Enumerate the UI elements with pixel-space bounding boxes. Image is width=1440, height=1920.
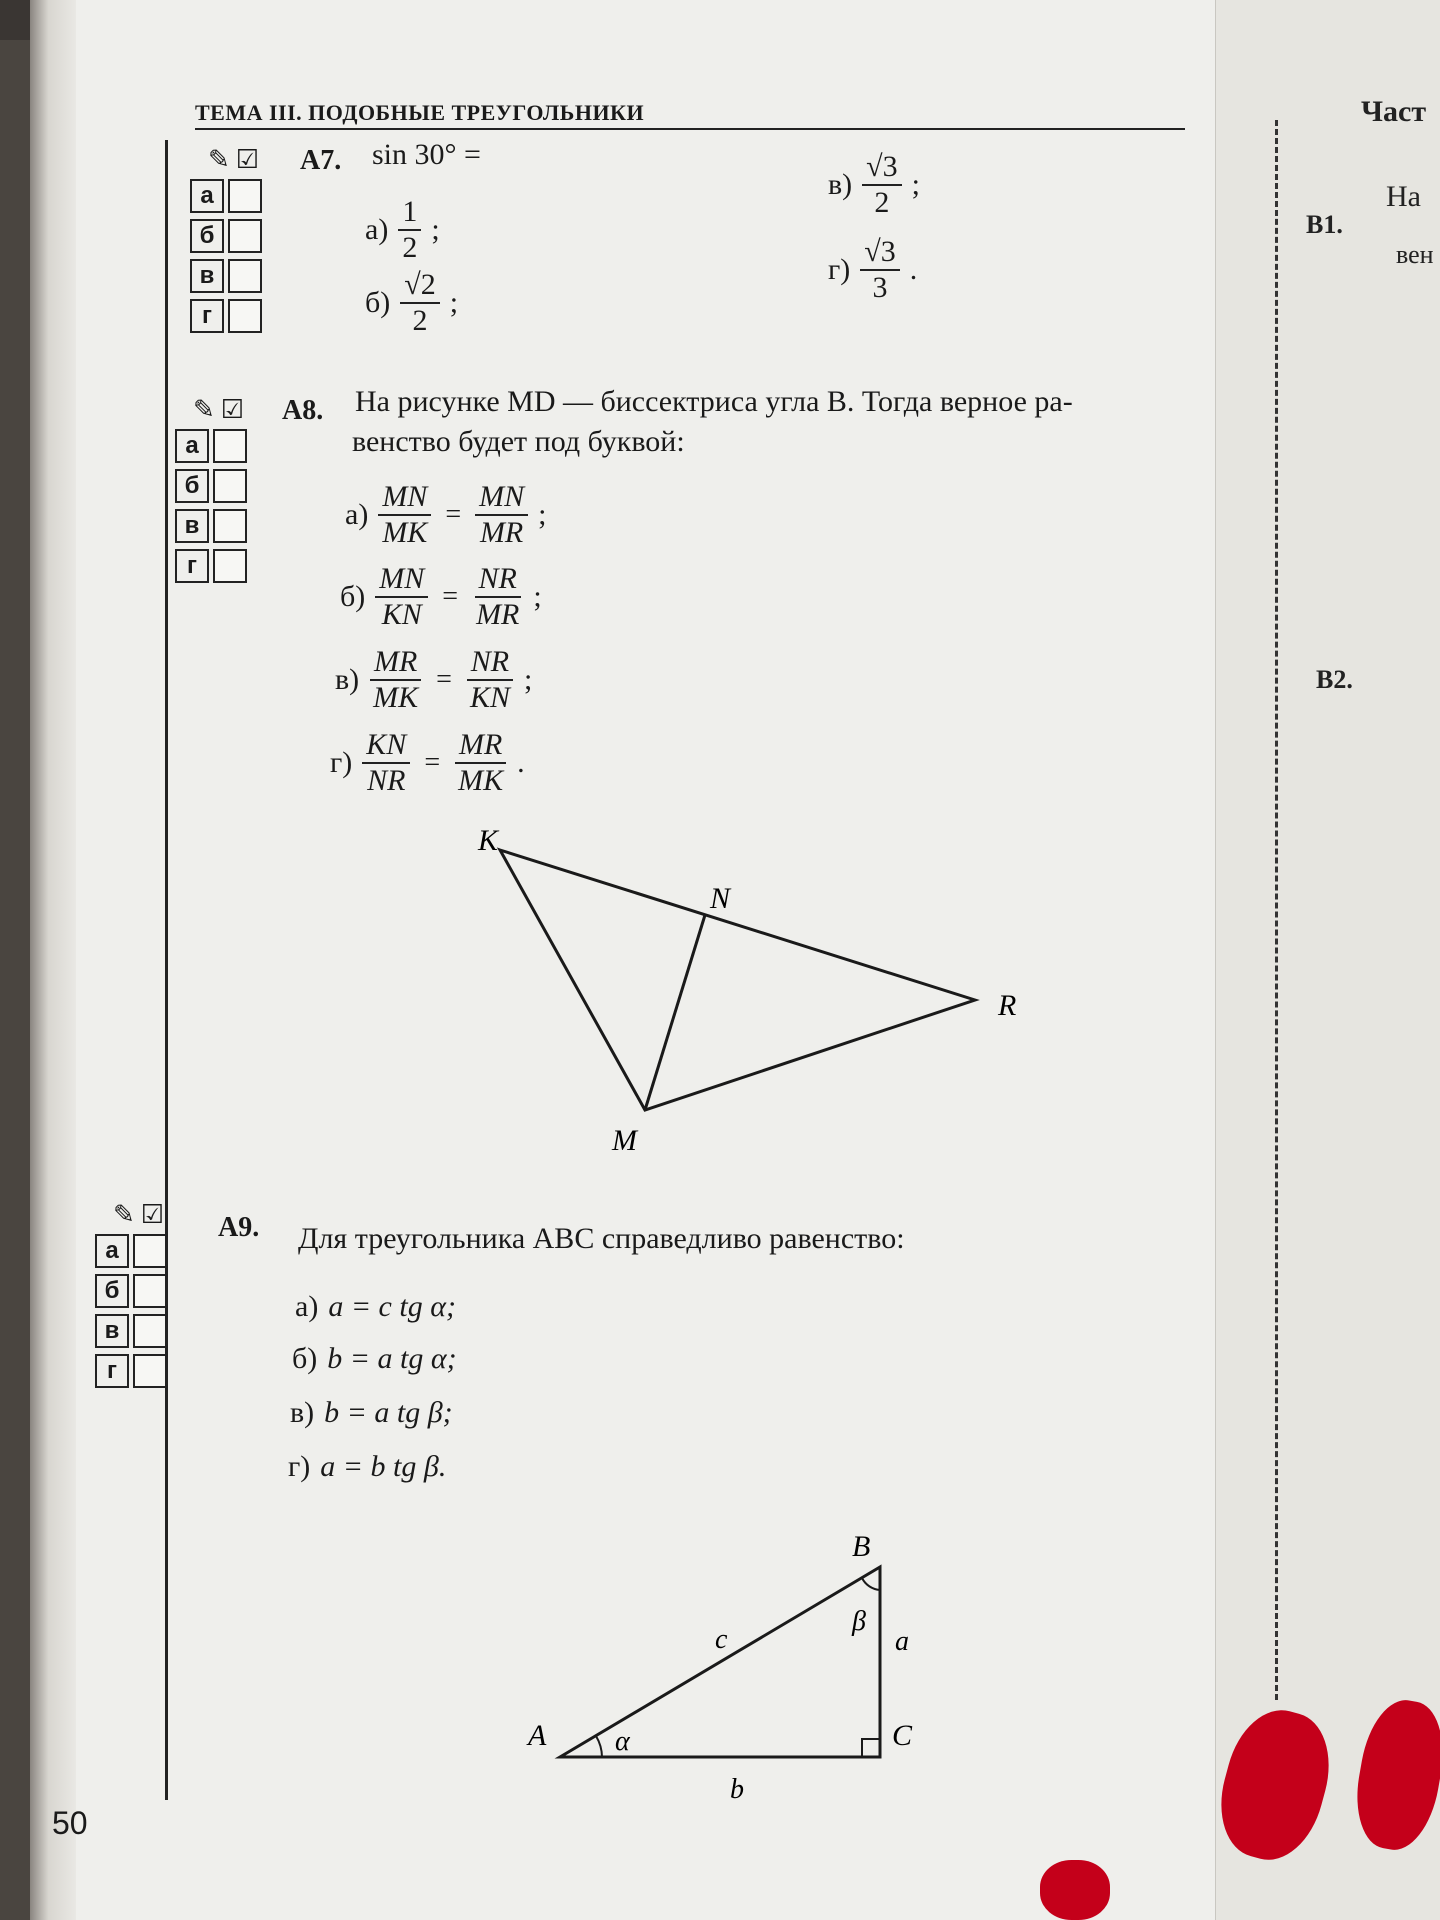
label-a-vertex: A [528, 1719, 547, 1752]
question-text-a9: Для треугольника ABC справедливо равенство: [298, 1222, 905, 1255]
numerator: MR [370, 645, 421, 681]
option-label: г) [288, 1450, 311, 1483]
denominator: KN [469, 681, 510, 714]
numerator: √3 [860, 235, 899, 271]
fraction-right [475, 480, 528, 550]
label-side-a: a [895, 1626, 909, 1657]
answer-box-g[interactable] [213, 549, 247, 583]
answer-letter: г [190, 299, 224, 333]
answer-letter: в [95, 1314, 129, 1348]
fraction [860, 235, 899, 305]
next-page [1215, 0, 1440, 1920]
answer-letter: б [190, 219, 224, 253]
fraction-right [466, 645, 514, 715]
label-n: N [710, 882, 731, 915]
numerator: 1 [398, 195, 421, 231]
answer-box-v[interactable] [213, 509, 247, 543]
option-label: в) [828, 168, 853, 201]
checkbox-icon: ☑ [220, 395, 245, 424]
option-a8-v [335, 645, 532, 715]
numerator: KN [362, 728, 410, 764]
page-edge [30, 0, 76, 1920]
option-tail: ; [538, 498, 547, 531]
pencil-icon: ✎ [193, 395, 215, 424]
label-c-vertex: C [892, 1719, 913, 1752]
question-number-a9: А9. [218, 1212, 260, 1243]
option-tail: . [909, 253, 918, 286]
denominator: NR [367, 764, 406, 797]
option-a7-g [828, 235, 917, 305]
option-a8-a [345, 480, 546, 550]
label-r: R [998, 989, 1017, 1022]
checkbox-icon: ☑ [140, 1200, 165, 1229]
fraction-left [378, 480, 431, 550]
answer-letter: б [175, 469, 209, 503]
answer-letter: в [175, 509, 209, 543]
equals-sign: = [442, 581, 459, 612]
pencil-icon: ✎ [208, 145, 230, 174]
denominator: MR [476, 598, 520, 631]
next-page-b2: B2. [1316, 665, 1353, 694]
numerator: MN [475, 480, 528, 516]
question-text-a8-line1: На рисунке MD — биссектриса угла B. Тогда верное ра- [355, 385, 1073, 418]
label-b-vertex: B [852, 1530, 871, 1563]
answer-box-g[interactable] [228, 299, 262, 333]
answer-box-b[interactable] [213, 469, 247, 503]
option-label: б) [340, 580, 366, 613]
option-label: г) [330, 746, 353, 779]
label-beta: β [852, 1606, 866, 1637]
option-label: б) [292, 1342, 318, 1375]
fingernail [1040, 1860, 1110, 1920]
cut-line [1275, 120, 1278, 1700]
equals-sign: = [436, 664, 452, 695]
segment-mn [645, 915, 705, 1110]
fraction [862, 150, 901, 220]
answer-box-a[interactable] [133, 1234, 167, 1268]
pencil-icon: ✎ [113, 1200, 135, 1229]
answer-box-g[interactable] [133, 1354, 167, 1388]
answer-letter: а [95, 1234, 129, 1268]
option-a7-a [365, 195, 440, 265]
question-number-a8: А8. [282, 395, 324, 426]
fraction [400, 268, 439, 338]
answer-box-a[interactable] [213, 429, 247, 463]
equals-sign: = [445, 499, 462, 530]
option-tail: ; [523, 663, 533, 696]
fraction-right [454, 728, 507, 798]
answer-box-v[interactable] [228, 259, 262, 293]
triangle-figure-a8 [460, 820, 1040, 1160]
header-rule [195, 128, 1185, 130]
option-expression: b = a tg β; [324, 1396, 453, 1429]
fraction [398, 195, 421, 265]
denominator: MK [458, 764, 504, 797]
answer-box-v[interactable] [133, 1314, 167, 1348]
option-a9-v [290, 1396, 453, 1430]
label-side-b: b [730, 1774, 744, 1805]
option-tail: ; [533, 580, 542, 613]
option-label: в) [290, 1396, 315, 1429]
option-expression: b = a tg α; [327, 1342, 457, 1375]
next-page-b1-text: На [1386, 180, 1421, 213]
label-m: M [612, 1124, 637, 1157]
label-k: K [478, 824, 499, 857]
option-label: а) [295, 1290, 319, 1323]
answer-letter: б [95, 1274, 129, 1308]
question-text-a7: sin 30° = [372, 138, 481, 171]
option-a7-b [365, 268, 458, 338]
angle-alpha-arc [596, 1736, 602, 1757]
answer-grid-a9 [95, 1200, 167, 1394]
option-label: г) [828, 253, 851, 286]
option-a9-g [288, 1450, 446, 1484]
answer-letter: в [190, 259, 224, 293]
numerator: √3 [862, 150, 901, 186]
answer-box-b[interactable] [228, 219, 262, 253]
answer-letter: г [175, 549, 209, 583]
denominator: MK [382, 516, 428, 549]
denominator: MR [479, 516, 524, 549]
question-number-a7: А7. [300, 145, 342, 176]
fraction-left [375, 562, 428, 632]
denominator: 2 [412, 304, 428, 337]
answer-box-a[interactable] [228, 179, 262, 213]
option-tail: . [517, 746, 525, 779]
margin-line [165, 140, 168, 1800]
equals-sign: = [424, 747, 441, 778]
option-label: а) [365, 213, 389, 246]
numerator: MR [455, 728, 506, 764]
page-header: ТЕМА III. ПОДОБНЫЕ ТРЕУГОЛЬНИКИ [195, 100, 645, 125]
denominator: 2 [874, 186, 890, 219]
option-tail: ; [911, 168, 920, 201]
option-a8-b [340, 562, 542, 632]
option-label: а) [345, 498, 369, 531]
checkbox-icon: ☑ [235, 145, 260, 174]
denominator: KN [381, 598, 422, 631]
question-text-a8-line2: венство будет под буквой: [352, 425, 685, 458]
answer-letter: г [95, 1354, 129, 1388]
numerator: NR [467, 645, 513, 681]
answer-box-b[interactable] [133, 1274, 167, 1308]
numerator: MN [378, 480, 431, 516]
answer-letter: а [190, 179, 224, 213]
answer-letter: а [175, 429, 209, 463]
option-expression: a = b tg β. [320, 1450, 447, 1483]
angle-beta-arc [862, 1578, 880, 1590]
option-a9-b [292, 1342, 457, 1376]
next-page-title: Част [1361, 95, 1427, 128]
denominator: MK [373, 681, 419, 714]
numerator: √2 [400, 268, 439, 304]
numerator: NR [475, 562, 521, 598]
right-triangle-abc [560, 1567, 880, 1757]
option-a8-g [330, 728, 525, 798]
triangle-figure-a9 [510, 1520, 950, 1810]
option-expression: a = c tg α; [328, 1290, 456, 1323]
right-angle-marker [862, 1739, 880, 1757]
fraction-left [362, 728, 410, 798]
label-side-c: c [715, 1624, 728, 1655]
next-page-b1: B1. [1306, 210, 1343, 239]
option-a9-a [295, 1290, 456, 1324]
next-page-b1-text2: вен [1396, 240, 1434, 269]
denominator: 3 [872, 271, 888, 304]
answer-grid-a8 [175, 395, 247, 589]
fraction-left [369, 645, 422, 715]
option-tail: ; [449, 286, 459, 319]
option-label: в) [335, 663, 360, 696]
answer-grid-a7 [190, 145, 262, 339]
denominator: 2 [402, 231, 418, 264]
option-tail: ; [431, 213, 440, 246]
numerator: MN [375, 562, 428, 598]
page-number: 50 [52, 1805, 88, 1841]
option-label: б) [365, 286, 391, 319]
option-a7-v [828, 150, 920, 220]
triangle-kmr [500, 850, 975, 1110]
label-alpha: α [615, 1726, 630, 1757]
fraction-right [472, 562, 523, 632]
